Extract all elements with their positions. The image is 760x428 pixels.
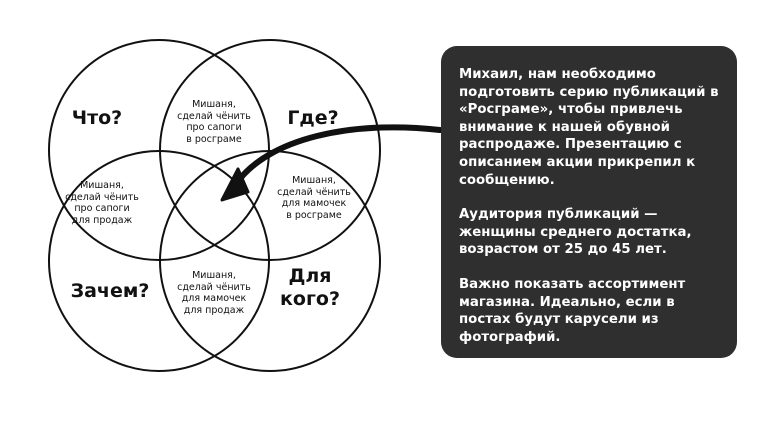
overlap-text-bottom: Мишаня, сделай чёнить для мамочек для продаж <box>177 270 251 316</box>
overlap-text-right: Мишаня, сделай чёнить для мамочек в росграме <box>277 175 351 221</box>
message-paragraph-1: Михаил, нам необходимо подготовить серию публикаций в «Росграме», чтобы привлечь внимание к нашей обувной распродаже. Презентацию с описанием акции прикрепил к сообщению. <box>459 67 719 188</box>
label-for-whom: Для кого? <box>280 265 340 310</box>
message-bubble <box>441 46 737 358</box>
message-paragraph-2: Аудитория публикаций — женщины среднего достатка, возрастом от 25 до 45 лет. <box>459 207 692 258</box>
label-why: Зачем? <box>70 280 150 302</box>
message-paragraph-3: Важно показать ассортимент магазина. Идеально, если в постах будут карусели из фотографий. <box>459 276 686 345</box>
label-what: Что? <box>71 107 123 129</box>
overlap-text-top: Мишаня, сделай чёнить про сапоги в росграме <box>177 99 251 145</box>
overlap-text-left: Мишаня, сделай чёнить про сапоги для продаж <box>65 180 139 226</box>
label-where: Где? <box>287 107 339 129</box>
